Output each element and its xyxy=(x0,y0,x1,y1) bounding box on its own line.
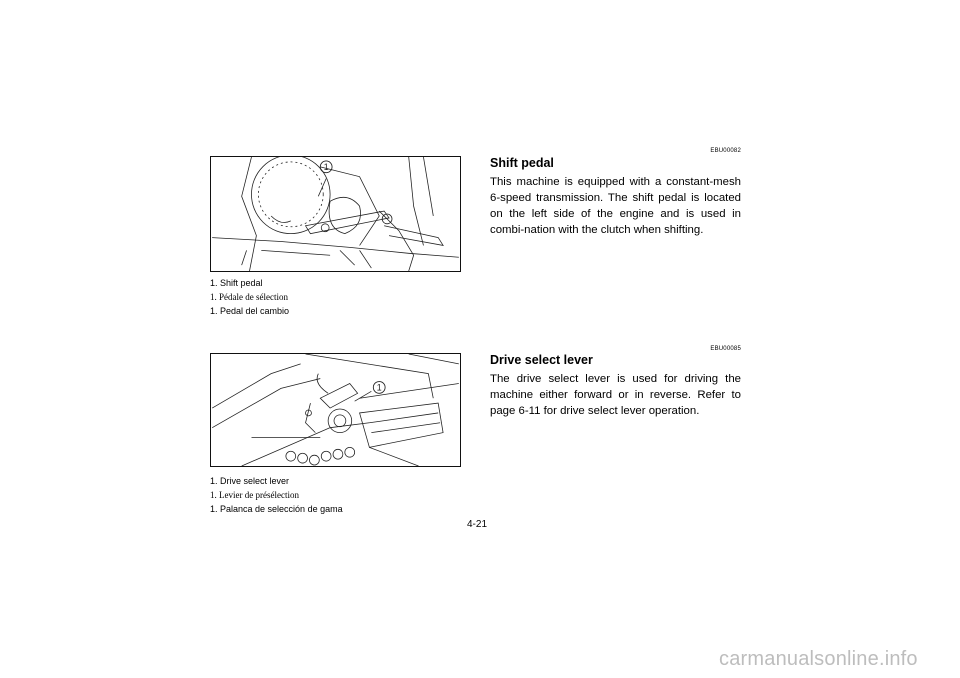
drive-select-lever-heading: Drive select lever xyxy=(490,353,593,367)
caption-spanish: 1. Pedal del cambio xyxy=(210,306,290,316)
caption-english: 1. Shift pedal xyxy=(210,278,263,288)
section-code: EBU00085 xyxy=(710,346,741,352)
drive-select-lever-illustration xyxy=(211,354,460,466)
caption-french: 1. Pédale de sélection xyxy=(210,292,288,302)
shift-pedal-heading: Shift pedal xyxy=(490,156,554,170)
caption-spanish: 1. Palanca de selección de gama xyxy=(210,504,343,514)
watermark: carmanualsonline.info xyxy=(719,648,918,670)
shift-pedal-figure xyxy=(210,156,461,272)
drive-select-lever-body: The drive select lever is used for driving the machine either forward or in reverse. Refer to page 6-11 for drive select lever operation. xyxy=(490,373,741,417)
caption-french: 1. Levier de présélection xyxy=(210,490,299,500)
drive-select-lever-figure xyxy=(210,353,461,467)
section-code: EBU00082 xyxy=(710,148,741,154)
drive-select-lever-callout: 1 xyxy=(376,382,382,393)
caption-english: 1. Drive select lever xyxy=(210,476,290,486)
page-number: 4-21 xyxy=(467,519,488,530)
shift-pedal-captions xyxy=(210,276,289,318)
shift-pedal-illustration xyxy=(211,157,460,271)
shift-pedal-callout: 1 xyxy=(323,161,329,172)
drive-select-lever-captions xyxy=(210,474,343,516)
shift-pedal-body: This machine is equipped with a constant-mesh 6-speed transmission. The shift pedal is located on the left side of the engine and is used in combi-nation with the clutch when shifting. xyxy=(490,176,741,236)
